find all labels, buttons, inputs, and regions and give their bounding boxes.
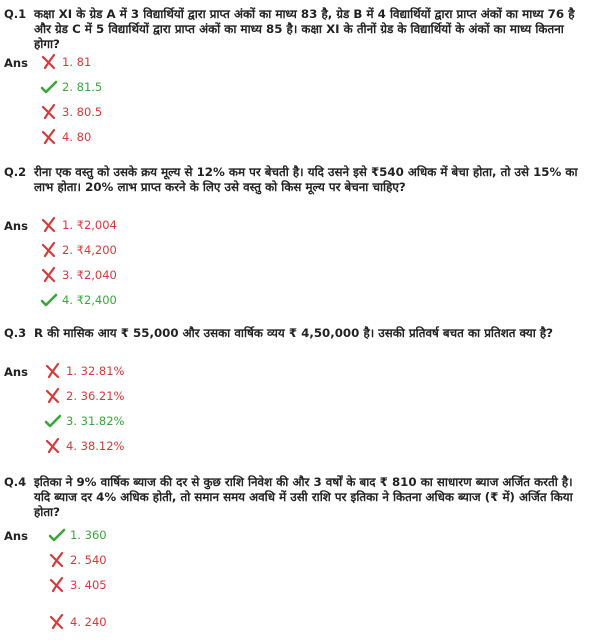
option-q1-4[interactable]	[40, 127, 91, 147]
ans-label: Ans	[4, 365, 28, 379]
option-label: 3. 80.5	[62, 105, 103, 119]
cross-icon	[40, 103, 58, 121]
option-label: 4. ₹2,400	[62, 293, 117, 307]
check-icon	[44, 412, 62, 430]
cross-icon	[40, 53, 58, 71]
option-q3-1[interactable]	[44, 361, 124, 381]
check-icon	[40, 291, 58, 309]
check-icon	[40, 78, 58, 96]
option-q3-2[interactable]	[44, 386, 124, 406]
option-q4-2[interactable]	[48, 550, 107, 570]
cross-icon	[44, 362, 62, 380]
option-q3-4[interactable]	[44, 436, 124, 456]
option-label: 2. 36.21%	[66, 389, 125, 403]
option-label: 2. 81.5	[62, 80, 103, 94]
cross-icon	[40, 216, 58, 234]
option-q3-3[interactable]	[44, 411, 124, 431]
option-q1-1[interactable]	[40, 52, 91, 72]
cross-icon	[48, 551, 66, 569]
question-text: कक्षा XI के ग्रेड A में 3 विद्यार्थियों द्वारा प्राप्त अंकों का माध्य 83 है, ग्रेड B में 4 विद्यार्थियों द्वारा प्राप्त अंकों का माध्य 76 है और ग्रेड C में 5 विद्यार्थियों द्वारा प्राप्त अंकों का माध्य 85 है। कक्षा XI के तीनों ग्रेड के विद्यार्थियों के अंकों का माध्य कितना होगा?	[34, 7, 575, 51]
option-q4-4[interactable]	[48, 612, 107, 632]
option-q1-2[interactable]	[40, 77, 102, 97]
question-number: Q.4	[4, 475, 27, 489]
option-q4-3[interactable]	[48, 575, 107, 595]
option-label: 4. 240	[70, 615, 107, 629]
option-q2-3[interactable]	[40, 265, 117, 285]
cross-icon	[40, 266, 58, 284]
option-label: 4. 80	[62, 130, 92, 144]
option-label: 1. 32.81%	[66, 364, 125, 378]
option-q2-4[interactable]	[40, 290, 117, 310]
cross-icon	[40, 241, 58, 259]
option-label: 1. 81	[62, 55, 92, 69]
question-text: R की मासिक आय ₹ 55,000 और उसका वार्षिक व्यय ₹ 4,50,000 है। उसकी प्रतिवर्ष बचत का प्रतिशत क्या है?	[34, 326, 553, 340]
cross-icon	[48, 576, 66, 594]
option-q2-2[interactable]	[40, 240, 117, 260]
cross-icon	[44, 437, 62, 455]
ans-label: Ans	[4, 219, 28, 233]
option-label: 1. 360	[70, 528, 107, 542]
check-icon	[48, 526, 66, 544]
cross-icon	[40, 128, 58, 146]
question-number: Q.2	[4, 165, 27, 179]
option-label: 4. 38.12%	[66, 439, 125, 453]
option-label: 2. ₹4,200	[62, 243, 117, 257]
option-label: 3. 31.82%	[66, 414, 125, 428]
ans-label: Ans	[4, 56, 28, 70]
question-number: Q.1	[4, 7, 27, 21]
ans-label: Ans	[4, 529, 28, 543]
cross-icon	[48, 613, 66, 631]
option-label: 3. 405	[70, 578, 107, 592]
question-number: Q.3	[4, 326, 27, 340]
option-label: 1. ₹2,004	[62, 218, 117, 232]
question-text: रीना एक वस्तु को उसके क्रय मूल्य से 12% कम पर बेचती है। यदि उसने इसे ₹540 अधिक में बेचा होता, तो उसे 15% का लाभ होता। 20% लाभ प्राप्त करने के लिए उसे वस्तु को किस मूल्य पर बेचना चाहिए?	[34, 165, 578, 194]
option-q2-1[interactable]	[40, 215, 117, 235]
option-label: 3. ₹2,040	[62, 268, 117, 282]
option-q4-1[interactable]	[48, 525, 107, 545]
question-text: इतिका ने 9% वार्षिक ब्याज की दर से कुछ राशि निवेश की और 3 वर्षों के बाद ₹ 810 का साधारण ब्याज अर्जित करती है। यदि ब्याज दर 4% अधिक होती, तो समान समय अवधि में उसी राशि पर इतिका ने कितना अधिक ब्याज (₹ में) अर्जित किया होता?	[34, 475, 573, 519]
option-label: 2. 540	[70, 553, 107, 567]
option-q1-3[interactable]	[40, 102, 102, 122]
cross-icon	[44, 387, 62, 405]
